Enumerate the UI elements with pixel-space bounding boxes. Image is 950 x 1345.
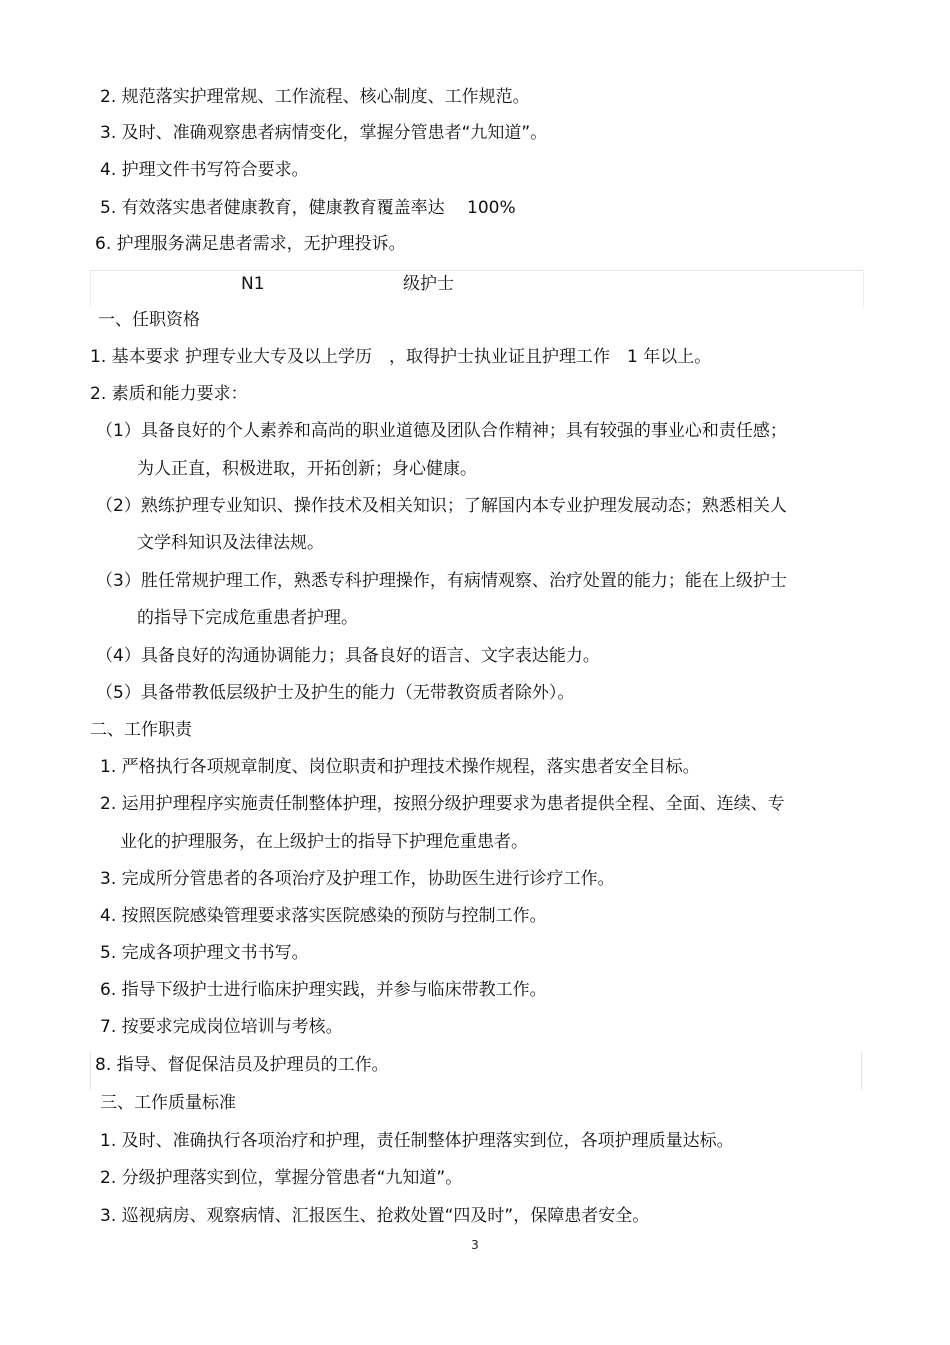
intro-item-2: 2. 规范落实护理常规、工作流程、核心制度、工作规范。 [100, 87, 530, 107]
section1-q4: （4）具备良好的沟通协调能力；具备良好的语言、文字表达能力。 [96, 646, 600, 666]
section1-q2a: （2）熟练护理专业知识、操作技术及相关知识；了解国内本专业护理发展动态；熟悉相关人 [96, 496, 787, 516]
right-rule [861, 1052, 862, 1090]
level-code: N1 [241, 274, 265, 294]
section1-heading: 一、任职资格 [98, 310, 200, 330]
section1-q1a: （1）具备良好的个人素养和高尚的职业道德及团队合作精神；具有较强的事业心和责任感； [96, 421, 787, 441]
section2-d1: 1. 严格执行各项规章制度、岗位职责和护理技术操作规程，落实患者安全目标。 [100, 757, 700, 777]
section3-s3: 3. 巡视病房、观察病情、汇报医生、抢救处置“四及时”，保障患者安全。 [100, 1206, 650, 1226]
section2-d2a: 2. 运用护理程序实施责任制整体护理，按照分级护理要求为患者提供全程、全面、连续、专 [100, 794, 785, 814]
section1-q3a: （3）胜任常规护理工作，熟悉专科护理操作，有病情观察、治疗处置的能力；能在上级护士 [96, 571, 787, 591]
section2-d7: 7. 按要求完成岗位培训与考核。 [100, 1017, 343, 1037]
section2-d5: 5. 完成各项护理文书书写。 [100, 943, 309, 963]
section2-d2b: 业化的护理服务，在上级护士的指导下护理危重患者。 [120, 832, 528, 852]
section1-q2b: 文学科知识及法律法规。 [137, 533, 324, 553]
section2-heading: 二、工作职责 [90, 720, 192, 740]
section2-d3: 3. 完成所分管患者的各项治疗及护理工作，协助医生进行诊疗工作。 [100, 869, 615, 889]
level-title-box [90, 270, 864, 307]
intro-item-4: 4. 护理文件书写符合要求。 [100, 160, 309, 180]
section3-heading: 三、工作质量标准 [100, 1093, 236, 1113]
intro-item-5: 5. 有效落实患者健康教育，健康教育覆盖率达 100% [100, 198, 516, 218]
section2-d8: 8. 指导、督促保洁员及护理员的工作。 [95, 1055, 389, 1075]
section2-d4: 4. 按照医院感染管理要求落实医院感染的预防与控制工作。 [100, 906, 547, 926]
section1-q5: （5）具备带教低层级护士及护生的能力（无带教资质者除外）。 [96, 683, 575, 703]
left-rule [90, 1052, 91, 1090]
section1-basic: 1. 基本要求 护理专业大专及以上学历 ，取得护士执业证且护理工作 1 年以上。 [90, 347, 712, 367]
section2-d6: 6. 指导下级护士进行临床护理实践，并参与临床带教工作。 [100, 980, 547, 1000]
section1-q1b: 为人正直，积极进取，开拓创新；身心健康。 [137, 459, 477, 479]
section3-s1: 1. 及时、准确执行各项治疗和护理，责任制整体护理落实到位，各项护理质量达标。 [100, 1131, 734, 1151]
section1-quality-heading: 2. 素质和能力要求： [90, 384, 248, 404]
level-name: 级护士 [403, 274, 454, 294]
section3-s2: 2. 分级护理落实到位，掌握分管患者“九知道”。 [100, 1168, 463, 1188]
page-number: 3 [471, 1238, 479, 1252]
intro-item-6: 6. 护理服务满足患者需求，无护理投诉。 [95, 234, 406, 254]
intro-item-3: 3. 及时、准确观察患者病情变化，掌握分管患者“九知道”。 [100, 123, 548, 143]
section1-q3b: 的指导下完成危重患者护理。 [137, 608, 358, 628]
